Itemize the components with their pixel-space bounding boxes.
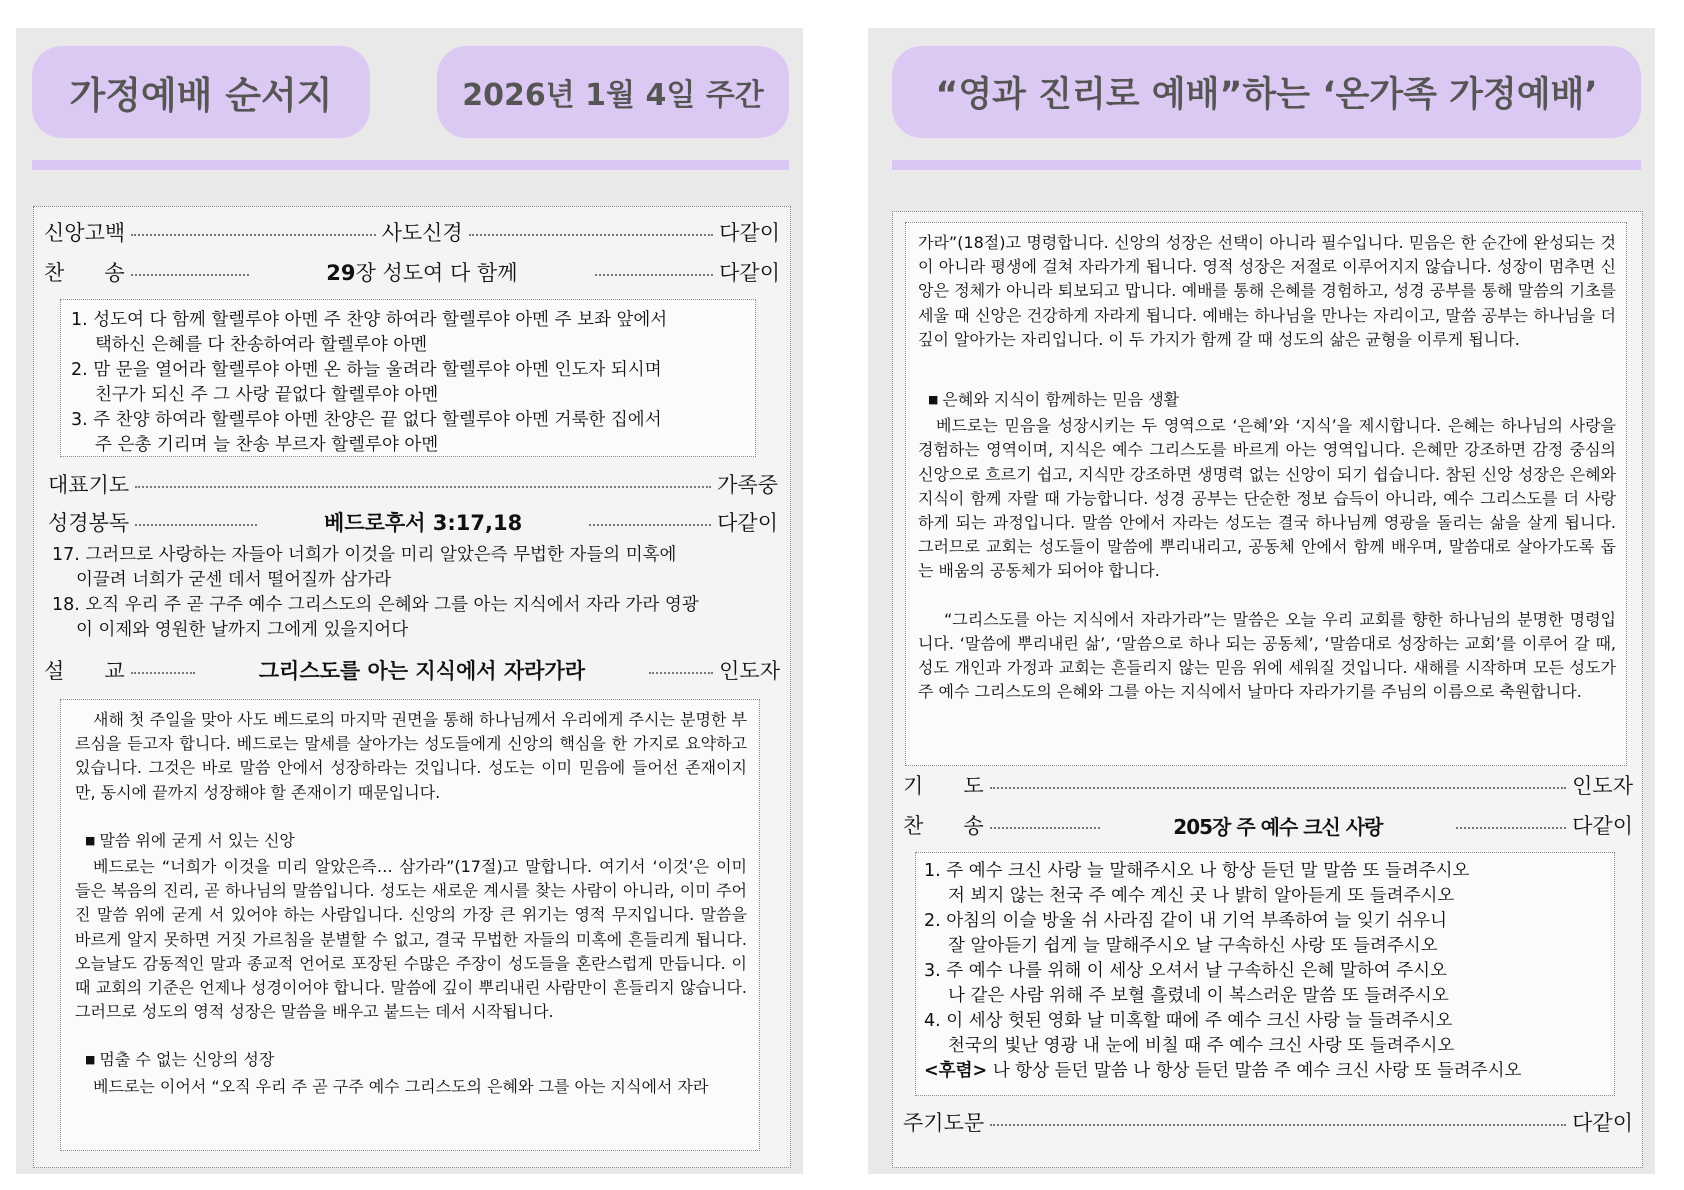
reading-row [48,507,778,537]
hymn-leader: 다같이 [1572,814,1633,838]
refrain-text: 나 항상 듣던 말씀 나 항상 듣던 말씀 주 예수 크신 사랑 또 들려주시오 [987,1061,1522,1081]
sermon-paragraph: 새해 첫 주일을 맞아 사도 베드로의 마지막 권면을 통해 하나님께서 우리에게 주시는 분명한 부르심을 듣고자 합니다. 베드로는 말세를 살아가는 성도들에게 신앙의 핵심을 한 가지로 요약하고 있습니다. 그것은 바로 말씀 안에서 성장하라는 것입니다. 성도는 이미 믿음에 들어선 존재이지만, 동시에 끝까지 성장해야 할 존재이기 때문입니다. [75,710,747,802]
closing-hymn-lyrics-box [915,852,1615,1096]
sermon-paragraph: 베드로는 이어서 “오직 우리 주 곧 구주 예수 그리스도의 은혜와 그를 아는 지식에서 자라 [93,1076,709,1096]
sermon-paragraph: 가라”(18절)고 명령합니다. 신앙의 성장은 선택이 아니라 필수입니다. 믿음은 한 순간에 완성되는 것이 아니라 평생에 걸쳐 자라가게 됩니다. 영적 성장은 저절로 이루어지지 않습니다. 성장이 멈추면 신앙은 정체가 아니라 퇴보되고 맙니다. 예배를 통해 은혜를 경험하고, 성경 공부를 통해 말씀의 기초를 세울 때 신앙은 건강하게 자라게 됩니다. 예배는 하나님을 만나는 자리이고, 말씀 공부는 하나님을 더 깊이 알아가는 자리입니다. 이 두 가지가 함께 갈 때 성도의 삶은 균형을 이루게 됩니다. [918,233,1616,349]
order-box [892,211,1643,1168]
leader-dots [131,234,375,236]
hymn-label: 찬 송 [903,814,984,838]
lords-prayer-row [903,1107,1633,1137]
prayer-label: 기 도 [903,774,984,798]
square-bullet-icon: ■ [85,833,96,847]
hymn-verse-line: 택하신 은혜를 다 찬송하여라 할렐루야 아멘 [95,335,428,355]
sermon-subheading [918,388,1616,414]
creed-row [44,217,780,247]
prayer-label: 대표기도 [48,473,130,497]
leader-dots [589,524,711,526]
left-page [16,28,803,1174]
right-page [868,28,1655,1174]
leader-dots [469,234,713,236]
hymn-verse-line: 잘 알아듣기 쉽게 늘 말해주시오 날 구속하신 사랑 또 들려주시오 [948,936,1438,956]
prayer-leader: 가족중 [717,473,778,497]
hymn-number: 29 [326,261,356,285]
leader-dots [990,787,1567,789]
scripture-reference: 베드로후서 3:17,18 [324,511,523,535]
lords-prayer-label: 주기도문 [903,1111,985,1135]
square-bullet-icon: ■ [928,393,939,407]
prayer-row [48,469,778,499]
hymn-verse-line: 나 같은 사람 위해 주 보혈 흘렸네 이 복스러운 말씀 또 들려주시오 [948,986,1449,1006]
creed-label: 신앙고백 [44,221,126,245]
hymn-verse-line: 4. 이 세상 헛된 영화 날 미혹할 때에 주 예수 크신 사랑 늘 들려주시오 [924,1011,1453,1031]
page-title: 가정예배 순서지 [32,46,370,138]
verse-line: 18. 오직 우리 주 곧 구주 예수 그리스도의 은혜와 그를 아는 지식에서 자라 가라 영광 [52,595,699,615]
closing-hymn-row [903,810,1633,840]
hymn-verse-line: 3. 주 찬양 하여라 할렐루야 아멘 찬양은 끝 없다 할렐루야 아멘 거룩한 집에서 [71,410,662,430]
leader-dots [595,274,713,276]
hymn-verse-line: 3. 주 예수 나를 위해 이 세상 오셔서 날 구속하신 은혜 말하여 주시오 [924,961,1447,981]
hymn-verse-line: 저 뵈지 않는 천국 주 예수 계신 곳 나 밝히 알아듣게 또 들려주시오 [948,886,1455,906]
order-box [33,206,791,1168]
sermon-subheading [75,829,747,855]
sermon-text-box [60,699,760,1151]
square-bullet-icon: ■ [85,1053,96,1067]
verse-line: 이끌려 너희가 굳센 데서 떨어질까 삼가라 [76,570,392,590]
hymn-verse-line: 주 은총 기리며 늘 찬송 부르자 할렐루야 아멘 [95,435,439,455]
leader-dots [135,486,711,488]
sermon-paragraph: “그리스도를 아는 지식에서 자라가라”는 말씀은 오늘 우리 교회를 향한 하나님의 분명한 명령입니다. ‘말씀에 뿌리내린 삶’, ‘말씀으로 하나 되는 공동체’, ‘말씀대로 성장하는 교회’를 이루어 갈 때, 성도 개인과 가정과 교회는 흔들리지 않는 믿음 위에 세워질 것입니다. 새해를 시작하며 모든 성도가 주 예수 그리스도의 은혜와 그를 아는 지식에서 날마다 자라가기를 주님의 이름으로 축원합니다. [918,609,1616,702]
refrain-label: <후렴> [924,1061,988,1081]
leader-dots [131,274,249,276]
sermon-row [44,655,780,685]
verse-line: 이 이제와 영원한 날까지 그에게 있을지어다 [76,620,409,640]
subheading-text: 멈출 수 없는 신앙의 성장 [99,1050,275,1070]
leader-dots [131,672,195,674]
lords-prayer-leader: 다같이 [1572,1111,1633,1135]
hymn-lyrics-box [60,299,756,457]
hymn-title: 205장 주 예수 크신 사랑 [1173,814,1383,839]
hymn-row [44,257,780,287]
hymn-leader: 다같이 [719,261,780,285]
hymn-verse-line: 2. 아침의 이슬 방울 쉬 사라짐 같이 내 기억 부족하여 늘 잊기 쉬우니 [924,911,1447,931]
creed-title: 사도신경 [381,221,463,245]
leader-dots [990,827,1100,829]
sermon-subheading [75,1048,747,1074]
sermon-leader: 인도자 [719,659,780,683]
week-date: 2026년 1월 4일 주간 [437,46,789,138]
hymn-verse-line: 2. 맘 문을 열어라 할렐루야 아멘 온 하늘 울려라 할렐루야 아멘 인도자 되시며 [71,360,662,380]
subheading-text: 은혜와 지식이 함께하는 믿음 생활 [942,390,1180,410]
sermon-paragraph: 베드로는 “너희가 이것을 미리 알았은즉… 삼가라”(17절)고 말합니다. 여기서 ‘이것’은 이미 들은 복음의 진리, 곧 하나님의 말씀입니다. 성도는 새로운 계시를 찾는 사람이 아니라, 이미 주어진 말씀 위에 굳게 서 있어야 하는 사람입니다. 신앙의 가장 큰 위기는 영적 무지입니다. 말씀을 바르게 알지 못하면 거짓 가르침을 분별할 수 없고, 결국 무법한 자들의 미혹에 흔들리게 됩니다. 오늘날도 감동적인 말과 종교적 언어로 포장된 수많은 주장이 성도들을 혼란스럽게 만듭니다. 이때 교회의 기준은 언제나 성경이어야 합니다. 말씀에 깊이 뿌리내린 사람만이 흔들리지 않습니다. 그러므로 성도의 영적 성장은 말씀을 배우고 붙드는 데서 시작됩니다. [75,857,747,1022]
scripture-text [52,543,772,643]
creed-leader: 다같이 [719,221,781,245]
sermon-label: 설 교 [44,659,125,683]
reading-leader: 다같이 [717,511,778,535]
closing-prayer-row [903,770,1633,800]
verse-line: 17. 그러므로 사랑하는 자들아 너희가 이것을 미리 알았은즉 무법한 자들의 미혹에 [52,545,677,565]
page-heading: “영과 진리로 예배”하는 ‘온가족 가정예배’ [892,46,1641,138]
hymn-title [255,257,590,287]
hymn-refrain [924,1059,1614,1084]
hymn-verse-line: 천국의 빛난 영광 내 눈에 비칠 때 주 예수 크신 사랑 또 들려주시오 [948,1036,1455,1056]
hymn-label: 찬 송 [44,261,125,285]
hymn-name: 장 성도여 다 함께 [355,261,518,285]
sermon-continuation-box [905,222,1627,766]
leader-dots [135,524,257,526]
reading-label: 성경봉독 [48,511,130,535]
title-divider [32,160,789,170]
hymn-verse-line: 친구가 되신 주 그 사랑 끝없다 할렐루야 아멘 [95,385,439,405]
sermon-paragraph: 베드로는 믿음을 성장시키는 두 영역으로 ‘은혜’와 ‘지식’을 제시합니다. 은혜는 하나님의 사랑을 경험하는 영역이며, 지식은 예수 그리스도를 바르게 아는 영역입니다. 은혜만 강조하면 감정 중심의 신앙으로 흐르기 쉽고, 지식만 강조하면 생명력 없는 신앙이 되기 쉽습니다. 참된 신앙 성장은 은혜와 지식이 함께 자랄 때 가능합니다. 성경 공부는 단순한 정보 습득이 아니라, 예수 그리스도를 더 사랑하게 되는 과정입니다. 말씀 안에서 자라는 성도는 결국 하나님께 영광을 돌리는 삶을 살게 됩니다. 그러므로 교회는 성도들이 말씀에 뿌리내리고, 공동체 안에서 함께 배우며, 말씀대로 살아가도록 돕는 배움의 공동체가 되어야 합니다. [918,416,1616,581]
subheading-text: 말씀 위에 굳게 서 있는 신앙 [99,830,295,850]
hymn-verse-line: 1. 성도여 다 함께 할렐루야 아멘 주 찬양 하여라 할렐루야 아멘 주 보좌 앞에서 [71,310,668,330]
hymn-verse-line: 1. 주 예수 크신 사랑 늘 말해주시오 나 항상 듣던 말 말씀 또 들려주시오 [924,861,1470,881]
leader-dots [990,1124,1566,1126]
prayer-leader: 인도자 [1572,774,1633,798]
sermon-title: 그리스도를 아는 지식에서 자라가라 [258,659,585,683]
leader-dots [649,672,713,674]
leader-dots [1456,827,1566,829]
title-divider [892,160,1641,170]
